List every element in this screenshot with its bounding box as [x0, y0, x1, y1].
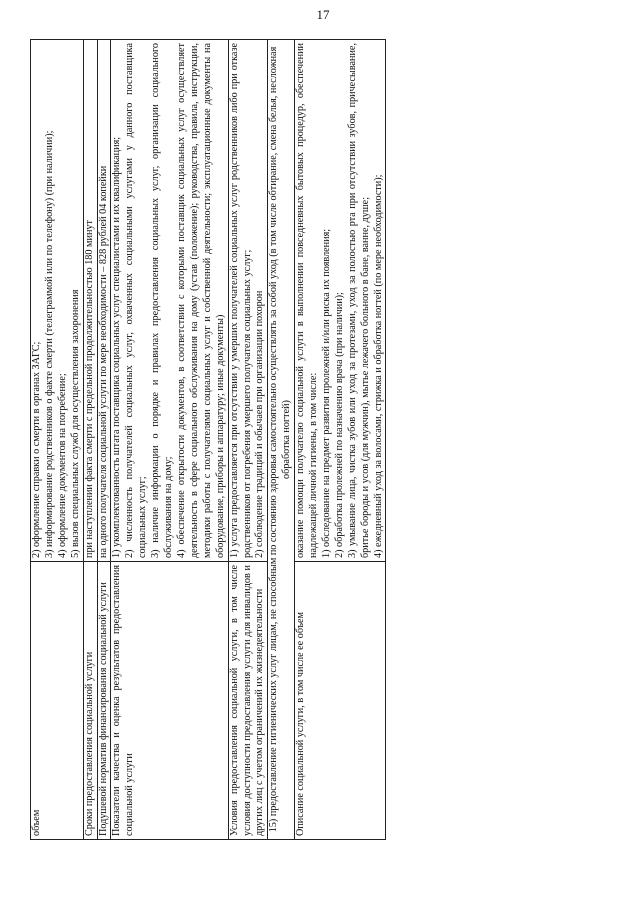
content-line: 4) ежедневный уход за волосами, стрижка и обработка ногтей (по мере необходимости);: [372, 174, 384, 558]
row-content: [83, 40, 97, 562]
content-line: на одного получателя социальной услуги по мере необходимости – 828 рублей 04 копейки: [97, 165, 109, 558]
rotated-document: [30, 40, 610, 840]
row-label: Описание социальной услуги, в том числе ее объем: [295, 562, 386, 840]
content-line: 3) умывание лица, чистка зубов или уход за протезами, уход за полостью рта при отсутствии зубов, причесывание, бритье бороды и усов (для мужчин), мытье лежачего больного в бане, ванне, душе;: [346, 43, 371, 558]
content-line: 3) информирование родственников о факте смерти (телеграммой или по телефону) (при наличии);: [43, 130, 55, 558]
row-content: [97, 40, 111, 562]
content-line: 3) наличие информации о порядке и правилах предоставления социальных услуг, организации социального обслуживания на дому;: [150, 43, 175, 558]
content-line: 5) вызов специальных служб для осуществления захоронения: [69, 289, 81, 558]
row-content: [295, 40, 386, 562]
row-label: объем: [31, 562, 84, 840]
page-number: 17: [316, 7, 330, 22]
section-heading-row: [268, 40, 295, 840]
row-label: Показатели качества и оценка результатов предоставления социальной услуги: [111, 562, 228, 840]
row-content: [228, 40, 268, 562]
content-line: 2) соблюдение традиций и обычаев при организации похорон: [254, 290, 266, 558]
service-table: [30, 39, 386, 840]
row-content: [31, 40, 84, 562]
section-title: [268, 40, 295, 840]
content-line: 2) обработка пролежней по назначению врача (при наличии);: [333, 292, 345, 558]
table-row-description: [295, 40, 386, 840]
content-line: 4) оформление документов на погребение;: [56, 373, 68, 558]
content-line: 1) обследование на предмет развития пролежней и/или риска их появления;: [320, 228, 332, 558]
row-label: Условия предоставления социальной услуги, в том числе условия доступности предоставления услуги для инвалидов и других лиц с учетом ограничений их жизнедеятельности: [228, 562, 268, 840]
table-row-terms: [83, 40, 97, 840]
row-content: [111, 40, 228, 562]
content-line: при наступлении факта смерти с предельной продолжительностью 180 минут: [83, 220, 95, 558]
content-line: 1) укомплектованность штата поставщика социальных услуг специалистами и их квалификация;: [111, 136, 123, 558]
row-label: Сроки предоставления социальной услуги: [83, 562, 97, 840]
content-line: 4) обеспечение открытости документов, в соответствии с которыми поставщик социальных услуг осуществляет деятельность в сфере социального обслуживания на дому (устав (положение); руководства, правила, инструкции, методики работы с получателями социальных услуг и собственной деятельности; эксплуатационные документы на оборудование, приборы и аппаратуру; иные документы): [175, 43, 226, 558]
section-title-text: 15) предоставление гигиенических услуг лицам, не способным по состоянию здоровья самостоятельно осуществлять за собой уход (в том числе обтирание, смена белья, несложная обработка ногтей): [268, 46, 293, 833]
table-row-volume: [31, 40, 84, 840]
table-row-conditions: [228, 40, 268, 840]
content-line: 2) оформление справки о смерти в органах ЗАГС;: [31, 341, 42, 558]
table-row-quality: [111, 40, 228, 840]
content-line: 2) численность получателей социальных услуг, охваченных социальными услугами у данного поставщика социальных услуг;: [124, 43, 149, 558]
row-label: Подушевой норматив финансирования социальной услуги: [97, 562, 111, 840]
table-row-financing: [97, 40, 111, 840]
content-line: оказание помощи получателю социальной услуги в выполнении повседневных бытовых процедур, обеспечении надлежащей личной гигиены, в том числе:: [295, 43, 320, 558]
content-line: 1) услуга предоставляется при отсутствии у умерших получателей социальных услуг родственников либо при отказе родственников от погребения умершего получателя социальных услуг;: [228, 43, 253, 558]
